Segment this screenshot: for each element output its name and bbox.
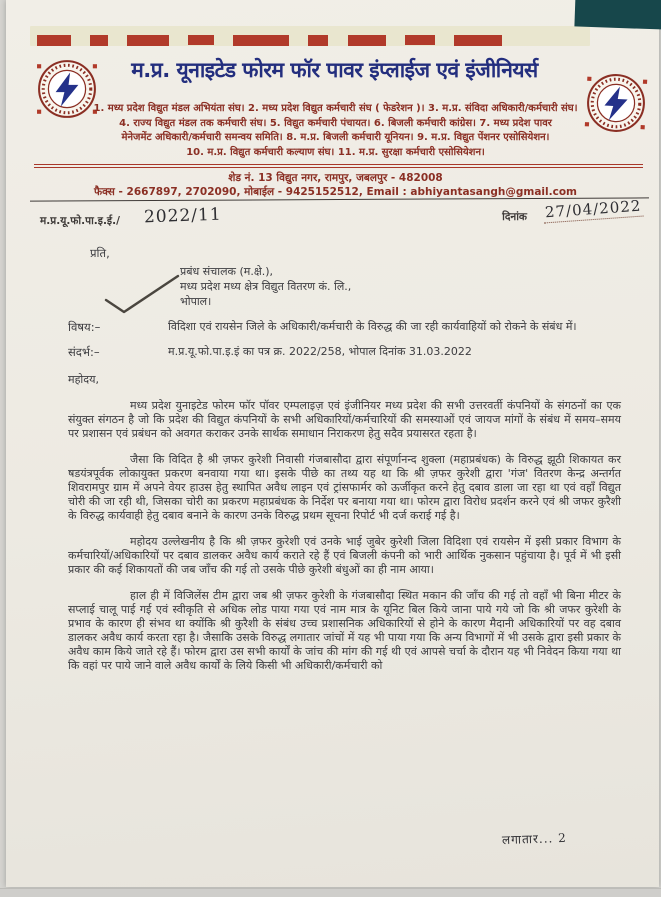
member-orgs-line: मेनेजमेंट अधिकारी/कर्मचारी समन्वय समिति। 8. म.प्र. बिजली कर्मचारी यूनियन। 9. म.प्र. विद्युत पेंशनर एसोसियेशन।	[121, 132, 550, 143]
checkmark-icon	[102, 270, 182, 316]
member-orgs-line: 4. राज्य विद्युत मंडल तक कर्मचारी संघ। 5. विद्युत कर्मचारी पंचायत। 6. बिजली कर्मचारी कांग्रेस। 7. मध्य प्रदेश पावर	[119, 117, 552, 129]
reference-label: संदर्भ:–	[68, 345, 100, 359]
member-organizations-list	[46, 102, 625, 160]
banner-fragment	[308, 35, 328, 46]
banner-fragment	[405, 35, 435, 45]
handwritten-date: 27/04/2022	[542, 197, 644, 224]
handwritten-continuation-note: लगातार... 2	[502, 830, 568, 848]
reference-text: म.प्र.यू.फो.पा.इ.इं का पत्र क्र. 2022/258, भोपाल दिनांक 31.03.2022	[168, 345, 472, 358]
member-orgs-line: 1. मध्य प्रदेश विद्युत मंडल अभियंता संघ। 2. मध्य प्रदेश विद्युत कर्मचारी संघ ( फेडरेशन )। 3. म.प्र. संविदा अधिकारी/कर्मचारी संघ।	[93, 103, 578, 114]
letter-body	[68, 246, 621, 673]
paragraph-4: हाल ही में विजिलेंस टीम द्वारा जब श्री ज़फर कुरेशी के गंजबासौदा स्थित मकान की जाँच की गई तो वहाँ भी बिना मीटर के सप्लाई चालू पाई गई एवं स्वीकृति से अधिक लोड पाया गया एवं नाम मात्र के यूनिट बिल किये जाना पाये गये जो कि श्री जफर कुरेशी के प्रभाव के कारण ही संभव था क्योंकि श्री कुरैशी के संबंध उच्च प्रशासनिक अधिकारियों से होने के कारण मैदानी अधिकारियों पर वह दबाव डालकर अवैध कार्य करता रहा है। जैसाकि उसके विरुद्ध लगातार जांचों में यह भी पाया गया कि अन्य विभागों में भी उसके द्वारा इसी प्रकार के अवैध काम किये जाते रहे हैं। फोरम द्वारा उस सभी कार्यों के जांच की मांग की गई थी एवं आपसे चर्चा के दौरान यह भी निवेदन किया गया था कि वहां पर पाये जाने वाले अवैध कार्यों के लिये किसी भी अधिकारी/कर्मचारी को	[68, 589, 621, 672]
handwritten-reference-number: 2022/11	[143, 204, 222, 228]
red-divider-line	[34, 164, 643, 168]
reference-row	[68, 345, 621, 359]
addressee-line: प्रबंध संचालक (म.क्षे.),	[180, 265, 274, 278]
banner-fragment	[348, 35, 386, 46]
subject-row	[68, 320, 621, 334]
paragraph-1: मध्य प्रदेश युनाइटेड फोरम फॉर पॉवर एम्पलाइज़ एवं इंजीनियर मध्य प्रदेश की सभी उत्तरवर्ती कंपनियों के संगठनों का एक संयुक्त संगठन है जो कि प्रदेश की विद्युत कंपनियों के सभी अधिकारियों/कर्मचारियों की समस्याओं एवं जायज मांगों के संबंध में समय–समय पर प्रशासन एवं प्रबंधन को अवगत कराकर उनके सार्थक समाधान निराकरण हेतु सदैव प्रयासरत रहता है।	[68, 399, 621, 440]
addressee-line: मध्य प्रदेश मध्य क्षेत्र विद्युत वितरण कं. लि.,	[180, 280, 352, 293]
to-label: प्रति,	[90, 246, 110, 260]
paragraph-2: जैसा कि विदित है श्री ज़फर कुरेशी निवासी गंजबासौदा द्वारा संपूर्णानन्द शुक्ला (महाप्रबंधक) के विरुद्ध झूठी शिकायत कर षडयंत्रपूर्वक लोकायुक्त प्रकरण बनवाया गया था। इसके पीछे का तथ्य यह था कि श्री ज़फर कुरेशी द्वारा 'गंज' वितरण केन्द्र अन्तर्गत शिवरामपुर ग्राम में अपने वेयर हाउस हेतु स्थापित अवैध लाइन एवं ट्रांसफार्मर को ऊर्जीकृत करने हेतु दबाव डाला जा रहा था एवं वहाँ विद्युत चोरी की जा रही थी, जिसका चोरी का प्रकरण महाप्रबंधक के निर्देश पर बनाया गया था। फोरम द्वारा विरोध प्रदर्शन करने एवं श्री जफर कुरैशी के विरुद्ध कार्यवाही हेतु दबाव बनाने के कारण उनके विरुद्ध प्रथम सूचना रिपोर्ट भी दर्ज कराई गई है।	[68, 453, 621, 522]
banner-fragment	[90, 35, 108, 46]
cutoff-photo-corner	[574, 0, 661, 30]
banner-fragment	[127, 35, 169, 46]
letterhead-address	[46, 171, 625, 199]
cutoff-banner-strip	[30, 26, 590, 46]
address-line: शेड नं. 13 विद्युत नगर, रामपुर, जबलपुर - 482008	[228, 172, 443, 184]
banner-fragment	[188, 35, 214, 45]
organization-title: म.प्र. यूनाइटेड फोरम फॉर पावर इंप्लाईज एवं इंजीनियर्स	[131, 58, 538, 82]
salutation: महोदय,	[68, 373, 99, 386]
scan-bottom-edge	[0, 888, 661, 897]
address-line: फैक्स - 2667897, 2702090, मोबाईल - 9425152512, Email : abhiyantasangh@gmail.com	[94, 186, 577, 198]
banner-fragment	[454, 35, 502, 46]
paragraph-3: महोदय उल्लेखनीय है कि श्री ज़फर कुरेशी एवं उनके भाई जुबेर कुरेशी जिला विदिशा एवं रायसेन में इसी प्रकार विभाग के कर्मचारियों/अधिकारियों पर दबाव डालकर अवैध कार्य कराते रहे हैं एवं बिजली कंपनी को भारी आर्थिक नुकसान पहुंचाया है। पूर्व में भी इसी प्रकार की कई शिकायतों की जब जाँच की गई तो उसके पीछे कुरेशी बंधुओं का ही नाम आया।	[68, 535, 621, 576]
date-label: दिनांक	[502, 211, 527, 223]
banner-fragment	[37, 35, 71, 46]
addressee-block	[180, 264, 621, 309]
reference-date-row	[36, 196, 645, 240]
member-orgs-line: 10. म.प्र. विद्युत कर्मचारी कल्याण संघ। 11. म.प्र. सुरक्षा कर्मचारी एसोसियेशन।	[186, 146, 485, 158]
scanned-page	[6, 0, 659, 887]
banner-fragment	[233, 35, 289, 46]
addressee-line: भोपाल।	[180, 295, 212, 308]
subject-text: विदिशा एवं रायसेन जिले के अधिकारी/कर्मचारी के विरुद्ध की जा रही कार्यवाहियों को रोकने के संबंध में।	[168, 320, 577, 333]
reference-prefix: म.प्र.यू.फो.पा.इ.ई./	[40, 215, 120, 227]
subject-label: विषय:–	[68, 320, 101, 334]
